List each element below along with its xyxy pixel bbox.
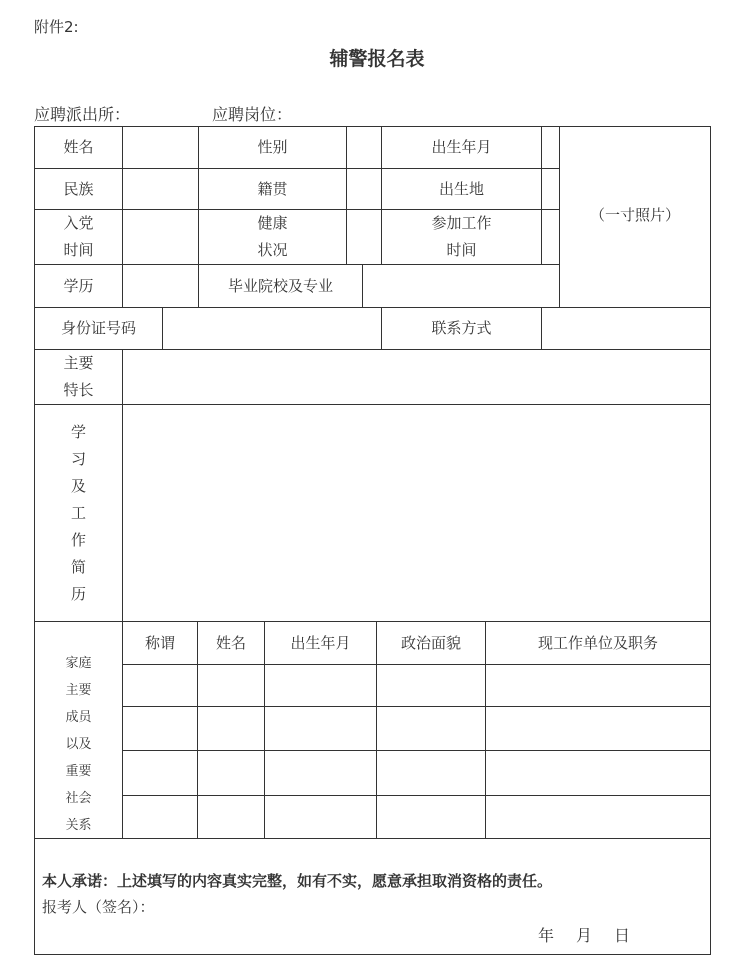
- family-line: 社会: [65, 791, 92, 806]
- family-line: 成员: [65, 710, 92, 725]
- work-start-line1: 参加工作: [431, 214, 492, 232]
- station-label: 应聘派出所：: [34, 105, 131, 124]
- native-place-field[interactable]: [347, 169, 381, 209]
- gender-field[interactable]: [347, 127, 381, 168]
- family-col-relation: 称谓: [144, 633, 175, 652]
- resume-char: 学: [70, 422, 86, 441]
- party-join-field[interactable]: [123, 210, 198, 264]
- date-line: [538, 923, 630, 946]
- family-col-political: 政治面貌: [400, 633, 461, 652]
- family-row[interactable]: [123, 707, 710, 750]
- photo-box[interactable]: [560, 127, 710, 307]
- school-major-label: 毕业院校及专业: [227, 276, 333, 295]
- photo-label: （一寸照片）: [589, 206, 680, 224]
- family-label: [35, 640, 122, 838]
- birth-label: 出生年月: [431, 138, 492, 156]
- name-label: 姓名: [63, 138, 94, 156]
- family-line: 以及: [65, 737, 92, 752]
- health-line2: 状况: [257, 241, 288, 259]
- family-col-birth: 出生年月: [290, 633, 351, 652]
- family-row[interactable]: [123, 796, 710, 838]
- date-year: 年: [538, 926, 555, 945]
- party-join-line1: 入党: [63, 214, 94, 232]
- education-label: 学历: [63, 276, 94, 295]
- position-label: 应聘岗位：: [212, 105, 293, 124]
- family-row[interactable]: [123, 751, 710, 795]
- health-line1: 健康: [257, 214, 288, 232]
- birth-field[interactable]: [542, 127, 559, 168]
- education-field[interactable]: [123, 265, 198, 307]
- work-start-field[interactable]: [542, 210, 559, 264]
- gender-label: 性别: [257, 138, 288, 156]
- specialty-field[interactable]: [123, 350, 710, 404]
- birthplace-field[interactable]: [542, 169, 559, 209]
- id-number-label: 身份证号码: [60, 319, 136, 337]
- resume-char: 简: [70, 557, 86, 576]
- date-day: 日: [614, 926, 631, 945]
- ethnicity-label: 民族: [63, 179, 94, 198]
- native-place-label: 籍贯: [257, 179, 288, 198]
- family-line: 关系: [65, 818, 92, 833]
- work-start-line2: 时间: [446, 241, 477, 259]
- family-line: 家庭: [65, 656, 92, 671]
- resume-char: 工: [70, 503, 86, 522]
- family-row[interactable]: [123, 665, 710, 706]
- specialty-line2: 特长: [63, 381, 94, 399]
- id-number-field[interactable]: [163, 308, 381, 349]
- work-start-label: [382, 210, 541, 264]
- party-join-line2: 时间: [63, 241, 94, 259]
- name-field[interactable]: [123, 127, 198, 168]
- signature-label: 报考人（签名）：: [42, 898, 155, 916]
- resume-char: 历: [70, 584, 86, 603]
- birthplace-label: 出生地: [438, 179, 484, 198]
- specialty-label: [35, 350, 122, 404]
- school-major-field[interactable]: [363, 265, 559, 307]
- family-col-employer: 现工作单位及职务: [537, 633, 658, 652]
- specialty-line1: 主要: [63, 354, 94, 372]
- party-join-label: [35, 210, 122, 264]
- resume-label: [35, 405, 122, 621]
- ethnicity-field[interactable]: [123, 169, 198, 209]
- health-label: [199, 210, 346, 264]
- resume-char: 习: [70, 449, 86, 468]
- resume-char: 及: [70, 476, 86, 495]
- pledge-text: 本人承诺：上述填写的内容真实完整，如有不实，愿意承担取消资格的责任。: [42, 872, 553, 890]
- family-col-name: 姓名: [215, 633, 246, 652]
- resume-char: 作: [70, 530, 86, 549]
- contact-label: 联系方式: [431, 319, 492, 337]
- resume-field[interactable]: [123, 405, 710, 621]
- family-line: 重要: [65, 764, 92, 779]
- health-field[interactable]: [347, 210, 381, 264]
- family-line: 主要: [65, 683, 92, 698]
- form-title: 辅警报名表: [329, 48, 425, 70]
- attachment-label: 附件2:: [34, 18, 79, 36]
- contact-field[interactable]: [542, 308, 710, 349]
- date-month: 月: [576, 926, 593, 945]
